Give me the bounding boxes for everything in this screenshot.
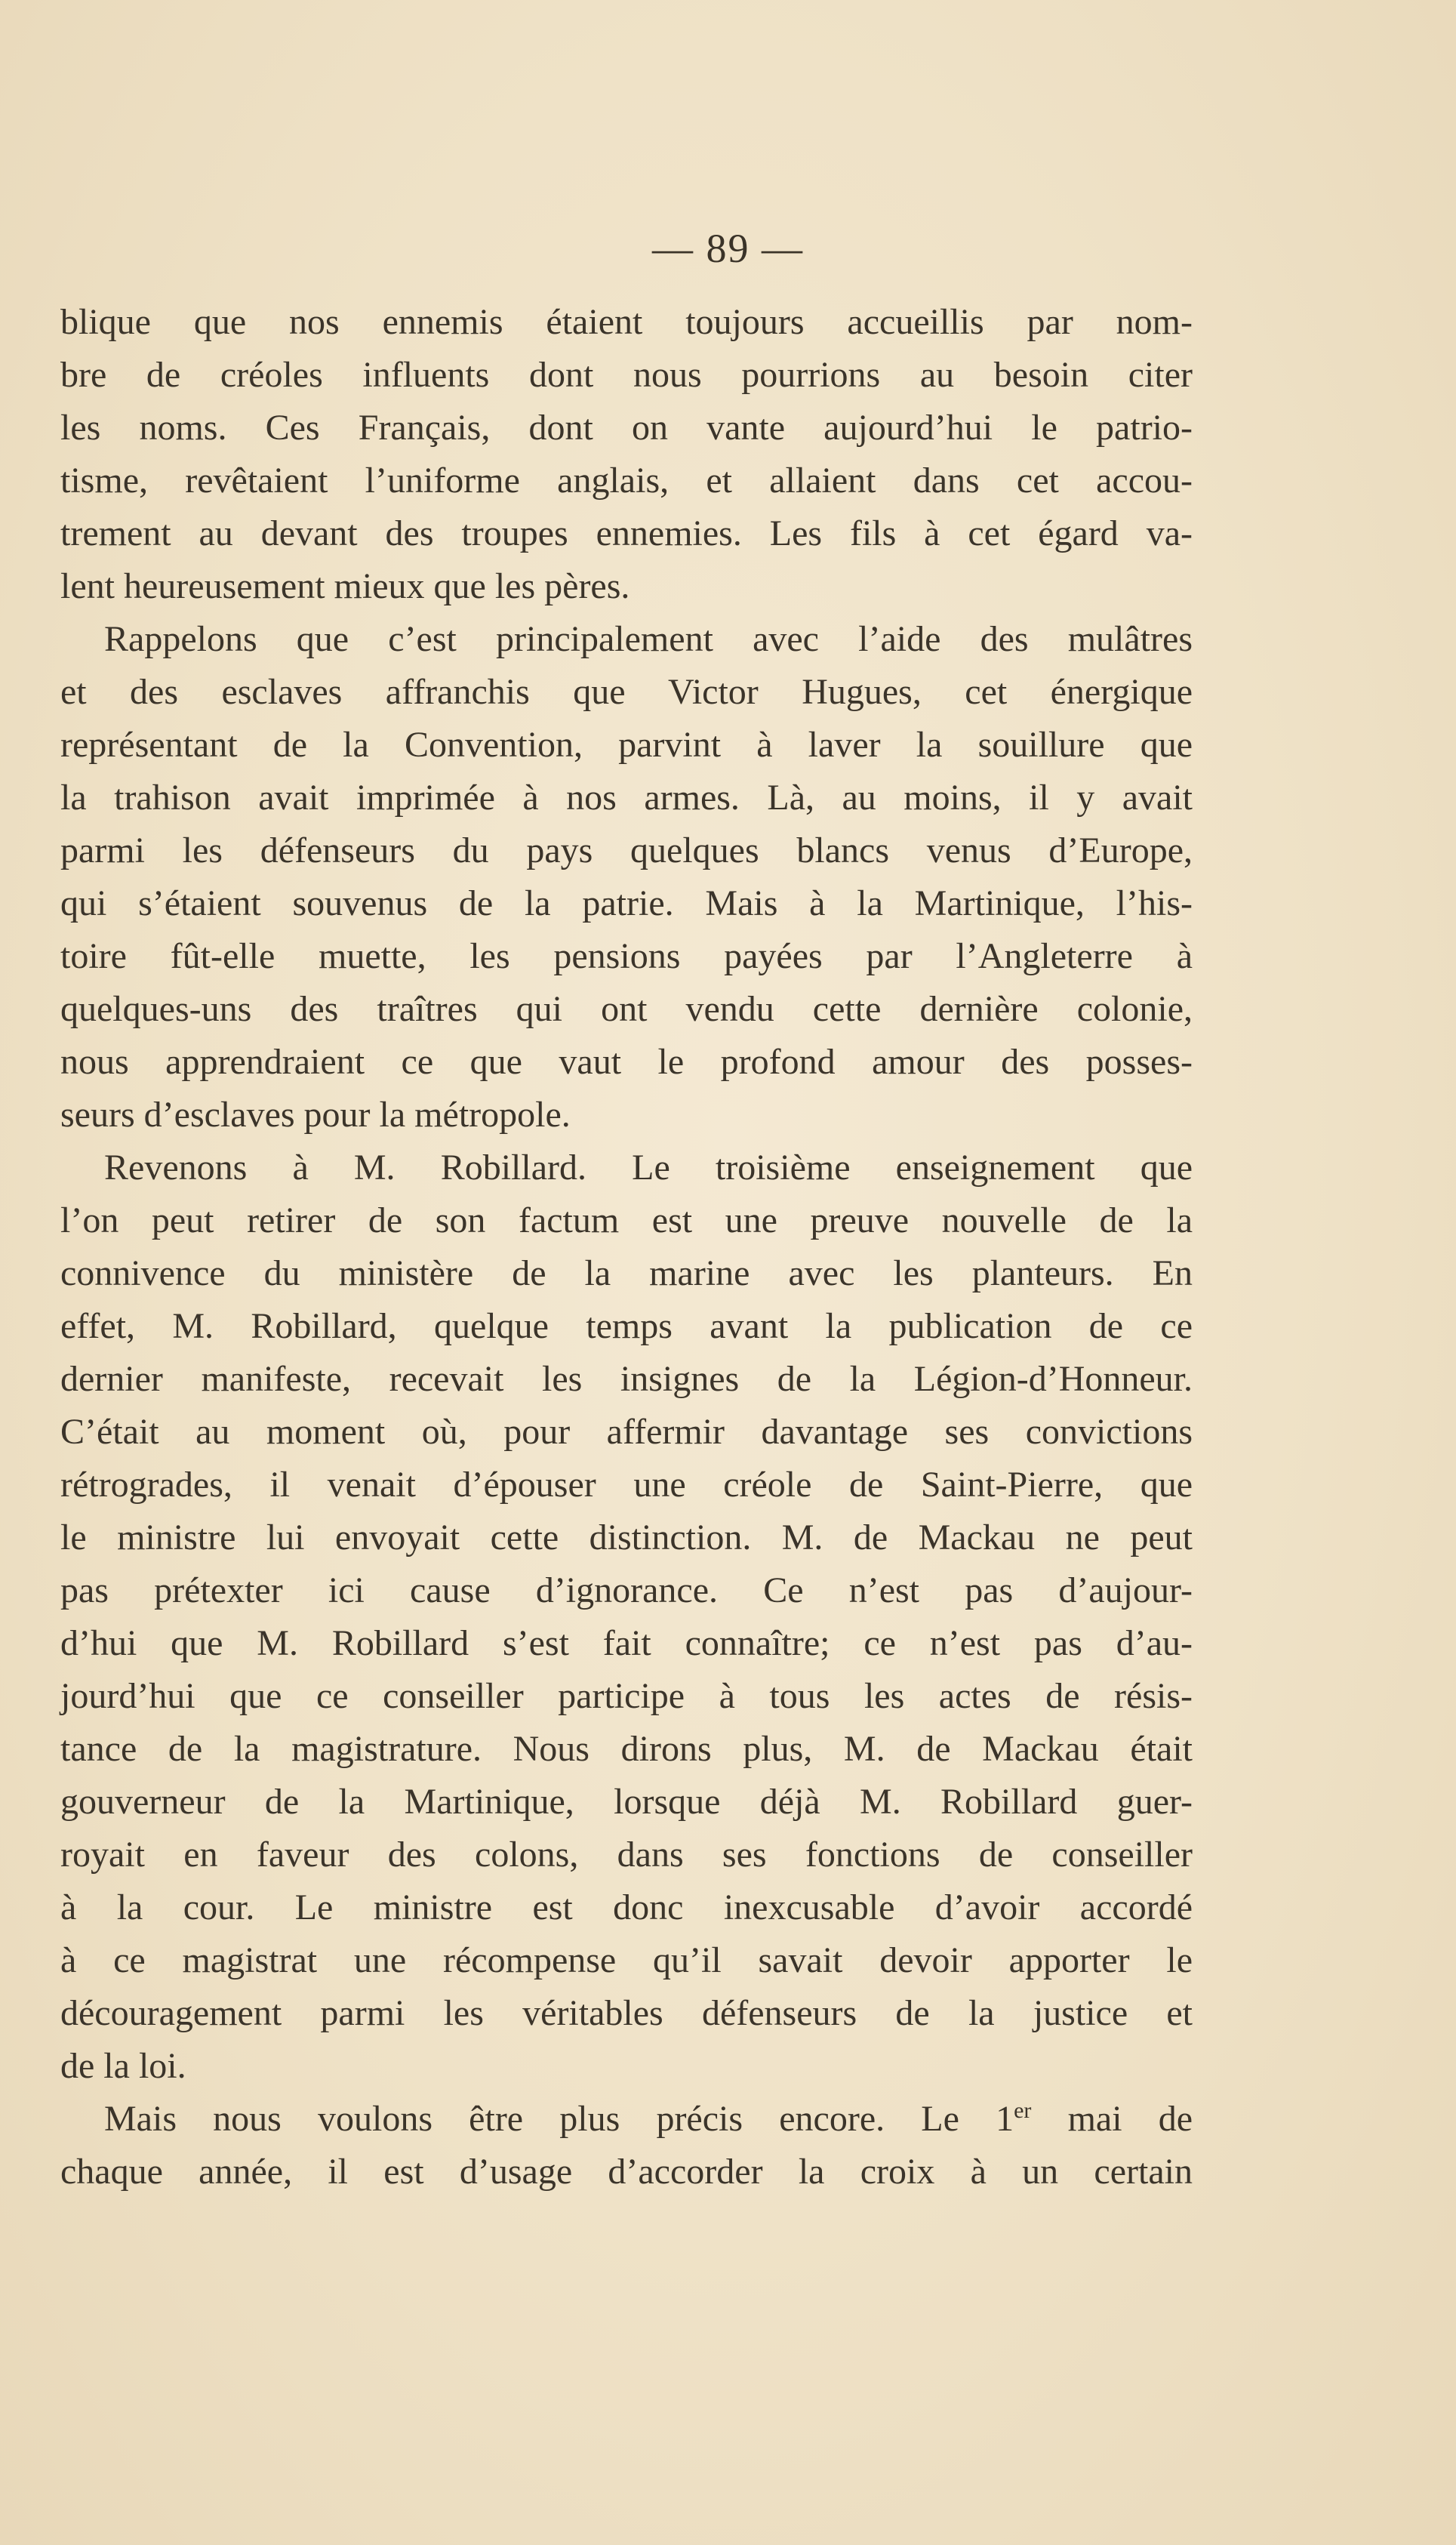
date-number: 1 <box>996 2099 1014 2139</box>
text-line: lent heureusement mieux que les pères. <box>60 566 630 606</box>
paragraph-start-line <box>60 2093 1193 2146</box>
text-line: effet, M. Robillard, quelque temps avant la publication de ce <box>60 1306 1193 1346</box>
text-line: à la cour. Le ministre est donc inexcusable d’avoir accordé <box>60 1887 1193 1927</box>
text-line: tance de la magistrature. Nous dirons plus, M. de Mackau était <box>60 1729 1193 1769</box>
ordinal-superscript: er <box>1014 2098 1032 2123</box>
text-line: seurs d’esclaves pour la métropole. <box>60 1095 571 1135</box>
paragraph-start-line: Revenons à M. Robillard. Le troisième enseignement que <box>104 1148 1193 1188</box>
text-line: trement au devant des troupes ennemies. Les fils à cet égard va- <box>60 513 1193 553</box>
text-line: qui s’étaient souvenus de la patrie. Mais à la Martinique, l’his- <box>60 883 1193 923</box>
line-text-tail: mai de <box>1031 2099 1193 2139</box>
page-number: — 89 — <box>652 226 804 271</box>
text-line: blique que nos ennemis étaient toujours accueillis par nom- <box>60 302 1193 342</box>
text-line: les noms. Ces Français, dont on vante aujourd’hui le patrio- <box>60 408 1193 448</box>
text-line: l’on peut retirer de son factum est une preuve nouvelle de la <box>60 1200 1193 1240</box>
text-line: parmi les défenseurs du pays quelques blancs venus d’Europe, <box>60 830 1193 870</box>
text-line: d’hui que M. Robillard s’est fait connaître; ce n’est pas d’au- <box>60 1623 1193 1663</box>
text-line: quelques-uns des traîtres qui ont vendu cette dernière colonie, <box>60 989 1193 1029</box>
text-line: tisme, revêtaient l’uniforme anglais, et allaient dans cet accou- <box>60 461 1193 501</box>
text-line: dernier manifeste, recevait les insignes de la Légion-d’Honneur. <box>60 1359 1193 1399</box>
paragraph-start-line: Rappelons que c’est principalement avec l’aide des mulâtres <box>104 619 1193 659</box>
text-line: royait en faveur des colons, dans ses fonctions de conseiller <box>60 1835 1193 1875</box>
body-text <box>60 296 1193 2198</box>
text-line: et des esclaves affranchis que Victor Hugues, cet énergique <box>60 672 1193 712</box>
text-line: de la loi. <box>60 2046 186 2086</box>
text-line: le ministre lui envoyait cette distinction. M. de Mackau ne peut <box>60 1517 1193 1558</box>
text-line: nous apprendraient ce que vaut le profond amour des posses- <box>60 1042 1193 1082</box>
text-line: toire fût-elle muette, les pensions payées par l’Angleterre à <box>60 936 1193 976</box>
text-line: la trahison avait imprimée à nos armes. Là, au moins, il y avait <box>60 778 1193 818</box>
text-line: connivence du ministère de la marine avec les planteurs. En <box>60 1253 1193 1293</box>
line-text: Mais nous voulons être plus précis encore. Le <box>104 2099 959 2139</box>
text-line: rétrogrades, il venait d’épouser une créole de Saint-Pierre, que <box>60 1465 1193 1505</box>
text-line: pas prétexter ici cause d’ignorance. Ce n’est pas d’aujour- <box>60 1570 1193 1610</box>
text-line: représentant de la Convention, parvint à laver la souillure que <box>60 725 1193 765</box>
text-line: chaque année, il est d’usage d’accorder la croix à un certain <box>60 2152 1193 2192</box>
text-line: découragement parmi les véritables défenseurs de la justice et <box>60 1993 1193 2033</box>
text-line: bre de créoles influents dont nous pourrions au besoin citer <box>60 355 1193 395</box>
text-line: à ce magistrat une récompense qu’il savait devoir apporter le <box>60 1940 1193 1980</box>
text-line: jourd’hui que ce conseiller participe à tous les actes de résis- <box>60 1676 1193 1716</box>
text-line: gouverneur de la Martinique, lorsque déjà M. Robillard guer- <box>60 1782 1193 1822</box>
text-line: C’était au moment où, pour affermir davantage ses convictions <box>60 1412 1193 1452</box>
